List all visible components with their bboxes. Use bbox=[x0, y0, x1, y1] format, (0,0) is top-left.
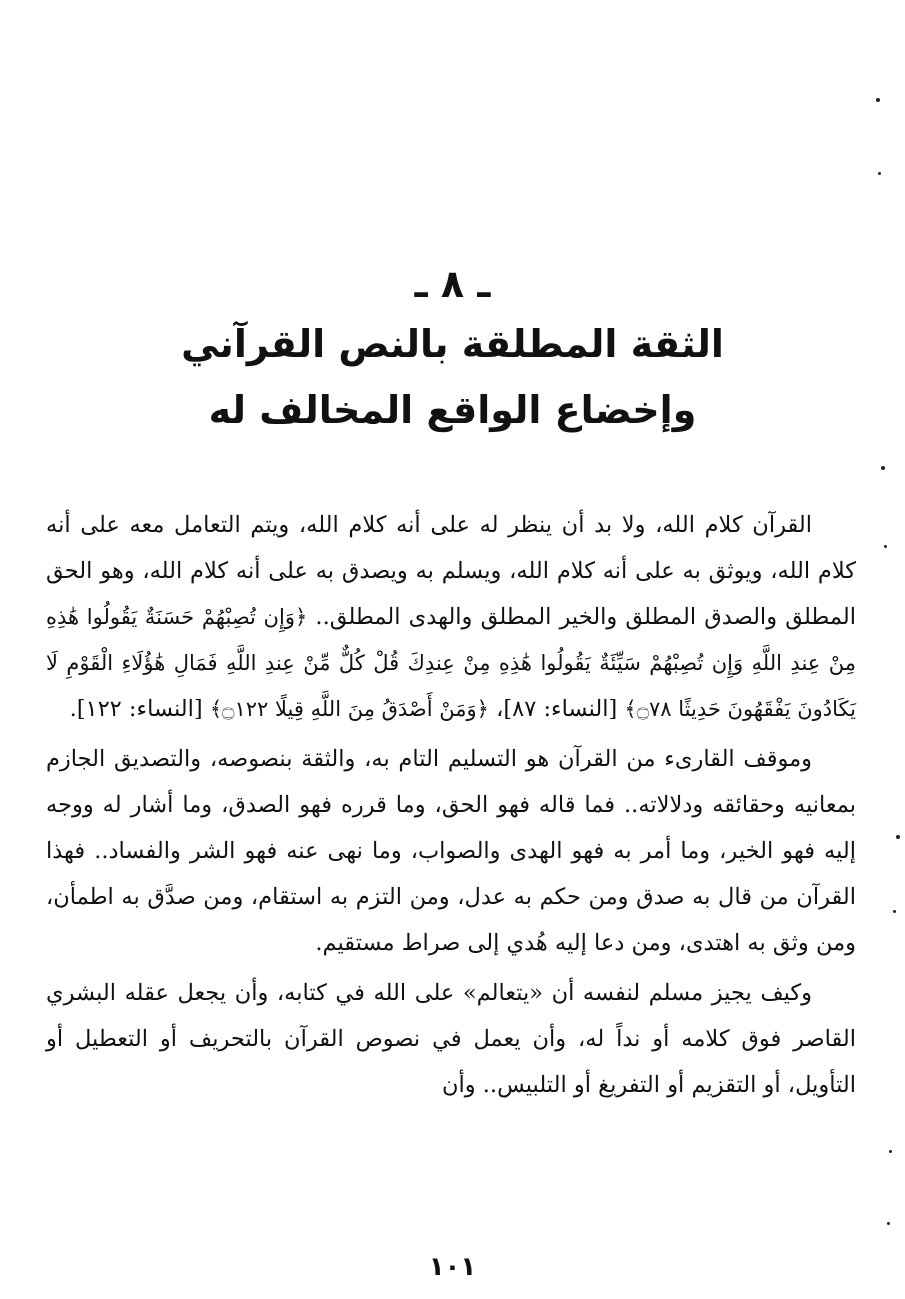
page-number: ١٠١ bbox=[428, 1252, 477, 1282]
paragraph-1-intro: القرآن كلام الله، ولا بد أن ينظر له على أنه كلام الله، ويتم التعامل معه على أنه كلام الله، ويوثق به على أنه كلام الله، ويسلم به ويصدق به على أنه كلام الله، وهو الحق المطلق والصدق المطلق والخير المطلق والهدى المطلق.. bbox=[46, 512, 856, 630]
scan-speck bbox=[876, 98, 880, 102]
scan-speck bbox=[887, 1222, 890, 1225]
quran-verse-2: ﴿وَمَنْ أَصْدَقُ مِنَ اللَّهِ قِيلًا ۝١٢٢﴾ bbox=[209, 697, 489, 721]
body-text bbox=[46, 502, 856, 1112]
chapter-title-line-1: الثقة المطلقة بالنص القرآني bbox=[181, 322, 724, 366]
scan-speck bbox=[881, 466, 885, 470]
verse-reference-2: [النساء: ١٢٢]. bbox=[69, 696, 203, 722]
quran-verse-1: ﴿وَإِن تُصِبْهُمْ حَسَنَةٌ يَقُولُوا هَٰذِهِ مِنْ عِندِ اللَّهِ وَإِن تُصِبْهُمْ سَيِّئَةٌ يَقُولُوا هَٰذِهِ مِنْ عِندِكَ قُلْ كُلٌّ مِّنْ عِندِ اللَّهِ فَمَالِ هَٰؤُلَاءِ الْقَوْمِ لَا يَكَادُونَ يَفْقَهُونَ حَدِيثًا ۝٧٨﴾ bbox=[46, 605, 856, 721]
verse-reference-1: [النساء: ٨٧]، bbox=[488, 696, 618, 722]
paragraph-1 bbox=[46, 502, 856, 732]
scan-speck bbox=[893, 910, 896, 913]
scan-speck bbox=[884, 545, 887, 548]
scan-speck bbox=[889, 1150, 892, 1153]
paragraph-3: وكيف يجيز مسلم لنفسه أن «يتعالم» على الله في كتابه، وأن يجعل عقله البشري القاصر فوق كلامه أو نداً له، وأن يعمل في نصوص القرآن بالتحريف أو التعطيل أو التأويل، أو التقزيم أو التفريغ أو التلبيس.. وأن bbox=[46, 980, 856, 1098]
scan-speck bbox=[896, 835, 900, 839]
chapter-title-line-2: وإخضاع الواقع المخالف له bbox=[208, 388, 697, 432]
scan-speck bbox=[878, 172, 881, 175]
paragraph-2: وموقف القارىء من القرآن هو التسليم التام به، والثقة بنصوصه، والتصديق الجازم بمعانيه وحقائقه ودلالاته.. فما قاله فهو الحق، وما قرره فهو الصدق، وما أشار له ووجه إليه فهو الخير، وما أمر به فهو الهدى والصواب، وما نهى عنه فهو الشر والفساد.. فهذا القرآن من قال به صدق ومن حكم به عدل، ومن التزم به استقام، ومن صدَّق به اطمأن، ومن وثق به اهتدى، ومن دعا إليه هُدي إلى صراط مستقيم. bbox=[46, 746, 856, 956]
chapter-number: ـ ٨ ـ bbox=[414, 262, 491, 306]
